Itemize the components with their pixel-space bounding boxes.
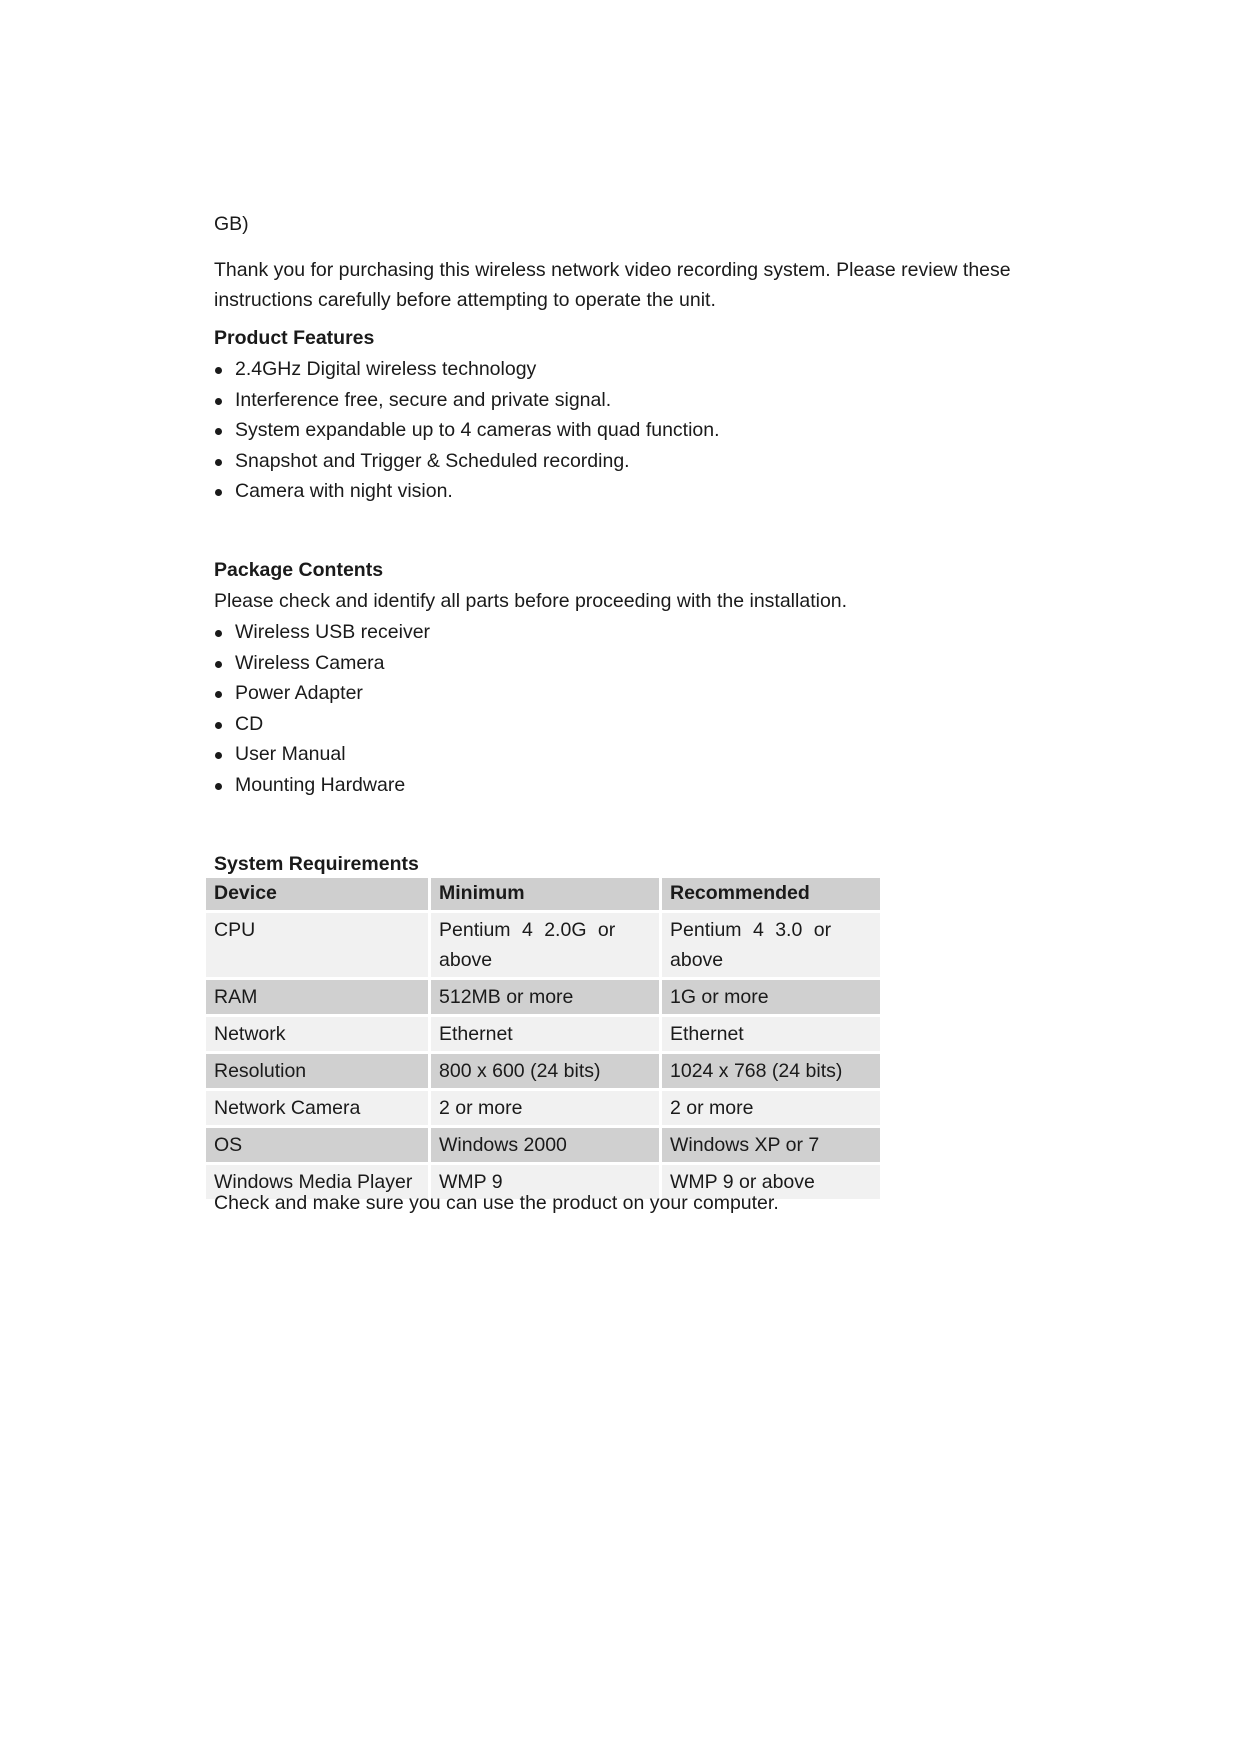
- table-row: [206, 1128, 880, 1162]
- table-cell: Windows Media Player: [206, 1165, 428, 1199]
- requirements-footer: Check and make sure you can use the product on your computer.: [214, 1192, 779, 1214]
- package-heading: Package Contents: [214, 559, 384, 581]
- table-cell: 1G or more: [662, 980, 880, 1014]
- bullet-icon: [215, 489, 222, 496]
- list-item: Camera with night vision.: [214, 476, 720, 507]
- bullet-icon: [215, 398, 222, 405]
- list-item: Interference free, secure and private signal.: [214, 385, 720, 416]
- table-row: [206, 1091, 880, 1125]
- table-cell: RAM: [206, 980, 428, 1014]
- table-cell: Network Camera: [206, 1091, 428, 1125]
- continued-text: GB): [214, 213, 249, 235]
- list-item: 2.4GHz Digital wireless technology: [214, 354, 720, 385]
- table-cell: 2 or more: [431, 1091, 659, 1125]
- table-cell: Windows 2000: [431, 1128, 659, 1162]
- table-row: [206, 1017, 880, 1051]
- table-cell: Pentium 4 3.0 or above: [662, 913, 880, 977]
- requirements-heading: System Requirements: [214, 853, 419, 875]
- column-header: Minimum: [431, 878, 659, 910]
- table-row: [206, 980, 880, 1014]
- table-header-row: [206, 878, 880, 910]
- table-cell: 2 or more: [662, 1091, 880, 1125]
- list-item: Snapshot and Trigger & Scheduled recording.: [214, 446, 720, 477]
- table-cell: Network: [206, 1017, 428, 1051]
- bullet-icon: [215, 783, 222, 790]
- bullet-icon: [215, 722, 222, 729]
- list-item: Wireless USB receiver: [214, 617, 430, 648]
- bullet-icon: [215, 428, 222, 435]
- table-cell: Pentium 4 2.0G or above: [431, 913, 659, 977]
- table-cell: 1024 x 768 (24 bits): [662, 1054, 880, 1088]
- table-cell: Ethernet: [431, 1017, 659, 1051]
- features-heading: Product Features: [214, 327, 375, 349]
- table-cell: CPU: [206, 913, 428, 977]
- list-item: Power Adapter: [214, 678, 430, 709]
- requirements-table: [203, 875, 883, 1202]
- table-cell: 800 x 600 (24 bits): [431, 1054, 659, 1088]
- table-cell: WMP 9 or above: [662, 1165, 880, 1199]
- intro-paragraph: Thank you for purchasing this wireless network video recording system. Please review these instructions carefully before attempting to operate the unit.: [214, 259, 1011, 311]
- column-header: Device: [206, 878, 428, 910]
- table-cell: OS: [206, 1128, 428, 1162]
- bullet-icon: [215, 367, 222, 374]
- package-note: Please check and identify all parts before proceeding with the installation.: [214, 590, 848, 612]
- table-cell: Resolution: [206, 1054, 428, 1088]
- table-cell: 512MB or more: [431, 980, 659, 1014]
- bullet-icon: [215, 691, 222, 698]
- column-header: Recommended: [662, 878, 880, 910]
- package-list: [214, 617, 430, 800]
- list-item: System expandable up to 4 cameras with quad function.: [214, 415, 720, 446]
- table-cell: Windows XP or 7: [662, 1128, 880, 1162]
- list-item: User Manual: [214, 739, 430, 770]
- list-item: Mounting Hardware: [214, 770, 430, 801]
- bullet-icon: [215, 459, 222, 466]
- features-list: [214, 354, 720, 507]
- table-row: [206, 1054, 880, 1088]
- bullet-icon: [215, 630, 222, 637]
- bullet-icon: [215, 661, 222, 668]
- list-item: Wireless Camera: [214, 648, 430, 679]
- table-cell: WMP 9: [431, 1165, 659, 1199]
- list-item: CD: [214, 709, 430, 740]
- table-row: [206, 913, 880, 977]
- table-cell: Ethernet: [662, 1017, 880, 1051]
- bullet-icon: [215, 752, 222, 759]
